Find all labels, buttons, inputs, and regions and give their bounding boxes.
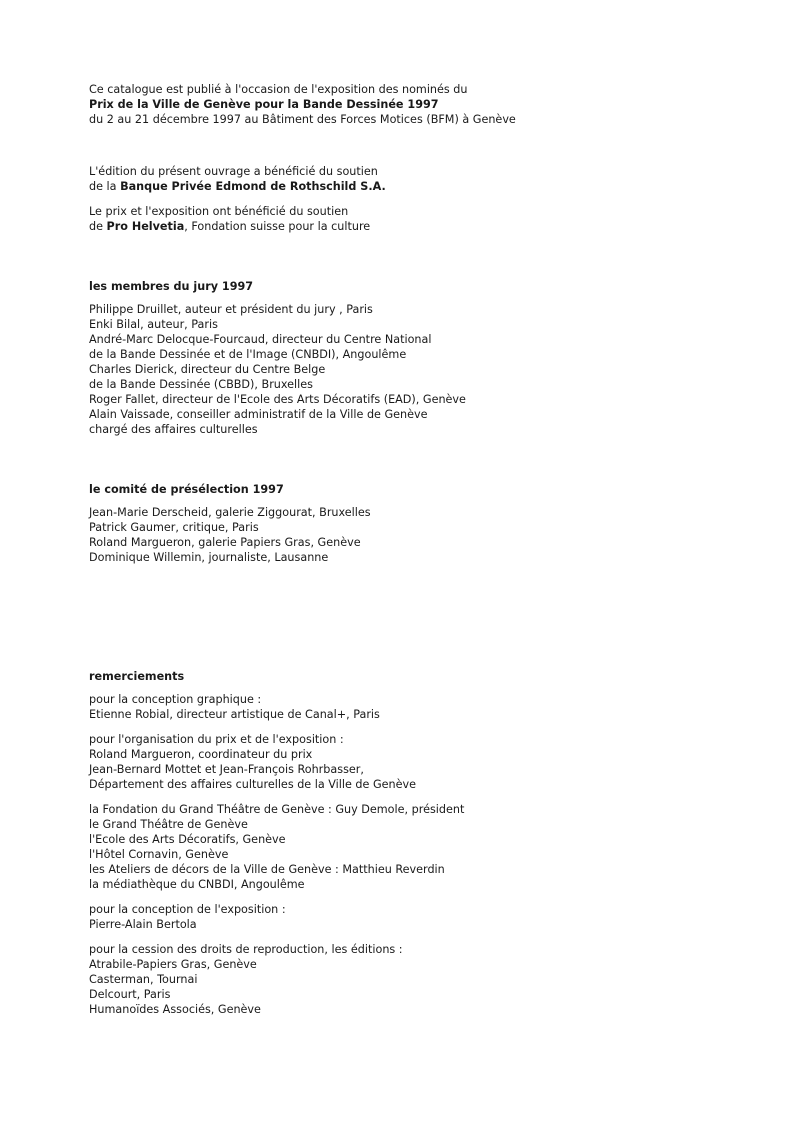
committee-member-line: Jean-Marie Derscheid, galerie Ziggourat, Bruxelles [89, 506, 371, 519]
thanks-line: Roland Margueron, coordinateur du prix [89, 748, 313, 761]
jury-member-line: chargé des affaires culturelles [89, 423, 258, 436]
committee-section [89, 482, 769, 565]
support-section [89, 164, 769, 234]
prize-title: Prix de la Ville de Genève pour la Bande Dessinée 1997 [89, 98, 439, 111]
committee-member-line: Dominique Willemin, journaliste, Lausanne [89, 551, 329, 564]
jury-member-line: Charles Dierick, directeur du Centre Belge [89, 363, 326, 376]
thanks-graphic-block [89, 692, 769, 722]
jury-member-line: de la Bande Dessinée et de l'Image (CNBDI), Angoulême [89, 348, 407, 361]
jury-member-line: Enki Bilal, auteur, Paris [89, 318, 218, 331]
committee-heading: le comité de présélection 1997 [89, 483, 284, 496]
thanks-line: le Grand Théâtre de Genève [89, 818, 248, 831]
support-line-2: Le prix et l'exposition ont bénéficié du soutien [89, 205, 349, 218]
thanks-line: pour l'organisation du prix et de l'exposition : [89, 733, 344, 746]
support-helvetia-line [89, 219, 769, 234]
thanks-institutions-block [89, 802, 769, 892]
sponsor-name: Banque Privée Edmond de Rothschild S.A. [120, 180, 386, 193]
catalogue-page [89, 82, 769, 1017]
thanks-section [89, 669, 769, 1017]
thanks-line: Atrabile-Papiers Gras, Genève [89, 958, 257, 971]
thanks-line: Delcourt, Paris [89, 988, 171, 1001]
thanks-line: Humanoïdes Associés, Genève [89, 1003, 261, 1016]
thanks-line: Département des affaires culturelles de la Ville de Genève [89, 778, 417, 791]
committee-list [89, 505, 769, 565]
support-line: L'édition du présent ouvrage a bénéficié du soutien [89, 165, 378, 178]
jury-section [89, 279, 769, 437]
jury-member-line: André-Marc Delocque-Fourcaud, directeur du Centre National [89, 333, 432, 346]
helvetia-suffix: , Fondation suisse pour la culture [184, 220, 371, 233]
support-prefix: de la [89, 180, 121, 193]
thanks-line: pour la conception de l'exposition : [89, 903, 286, 916]
jury-member-line: Roger Fallet, directeur de l'Ecole des Arts Décoratifs (EAD), Genève [89, 393, 466, 406]
thanks-line: la Fondation du Grand Théâtre de Genève : Guy Demole, président [89, 803, 465, 816]
jury-member-line: Philippe Druillet, auteur et président du jury , Paris [89, 303, 373, 316]
thanks-line: Jean-Bernard Mottet et Jean-François Rohrbasser, [89, 763, 364, 776]
intro-line: Ce catalogue est publié à l'occasion de l'exposition des nominés du [89, 83, 468, 96]
thanks-line: Pierre-Alain Bertola [89, 918, 197, 931]
thanks-rights-block [89, 942, 769, 1017]
thanks-exhibition-block [89, 902, 769, 932]
thanks-line: pour la conception graphique : [89, 693, 262, 706]
thanks-line: l'Ecole des Arts Décoratifs, Genève [89, 833, 286, 846]
thanks-organisation-block [89, 732, 769, 792]
intro-dates: du 2 au 21 décembre 1997 au Bâtiment des Forces Motices (BFM) à Genève [89, 113, 516, 126]
thanks-line: Casterman, Tournai [89, 973, 198, 986]
committee-member-line: Roland Margueron, galerie Papiers Gras, Genève [89, 536, 361, 549]
thanks-line: l'Hôtel Cornavin, Genève [89, 848, 229, 861]
committee-member-line: Patrick Gaumer, critique, Paris [89, 521, 259, 534]
helvetia-name: Pro Helvetia [106, 220, 185, 233]
thanks-line: Etienne Robial, directeur artistique de Canal+, Paris [89, 708, 380, 721]
thanks-line: les Ateliers de décors de la Ville de Genève : Matthieu Reverdin [89, 863, 445, 876]
thanks-line: la médiathèque du CNBDI, Angoulême [89, 878, 305, 891]
thanks-heading: remerciements [89, 670, 185, 683]
helvetia-prefix: de [89, 220, 107, 233]
intro-section [89, 82, 769, 127]
thanks-line: pour la cession des droits de reproduction, les éditions : [89, 943, 403, 956]
jury-list [89, 302, 769, 437]
jury-heading: les membres du jury 1997 [89, 280, 254, 293]
jury-member-line: Alain Vaissade, conseiller administratif de la Ville de Genève [89, 408, 428, 421]
jury-member-line: de la Bande Dessinée (CBBD), Bruxelles [89, 378, 313, 391]
support-sponsor-line [89, 179, 769, 194]
